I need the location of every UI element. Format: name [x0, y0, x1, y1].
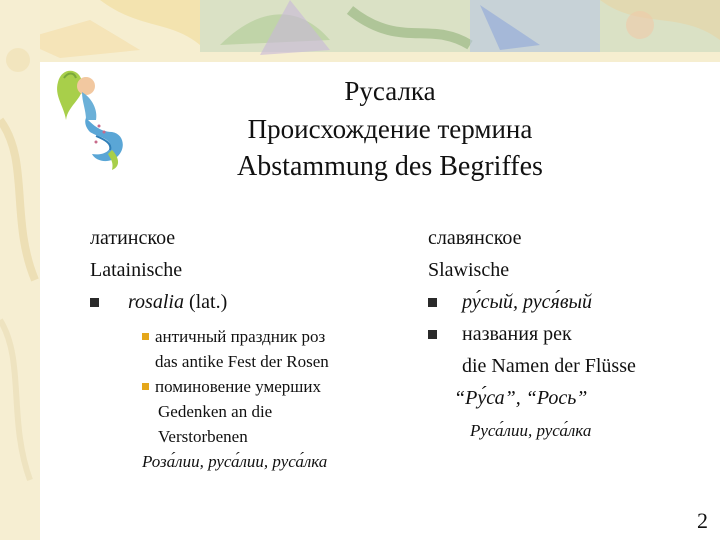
left-sub1-ru: античный праздник роз — [155, 327, 326, 346]
left-heading-de: Latainische — [90, 259, 183, 281]
slavic-origin-column — [428, 222, 718, 443]
title-line-2: Происхождение термина — [247, 114, 533, 144]
right-item1-text: ру́сый, руся́вый — [462, 291, 593, 313]
left-sub-item-1 — [90, 324, 390, 349]
title-line-3: Abstammung des Begriffes — [237, 151, 543, 182]
sub-bullet-icon — [142, 333, 149, 340]
right-item2-de: die Namen der Flüsse — [462, 355, 636, 377]
page-number: 2 — [697, 508, 708, 533]
left-heading-ru: латинское — [90, 227, 176, 249]
left-sub2-ru: поминовение умерших — [155, 377, 321, 396]
right-item-2 — [428, 318, 718, 350]
latin-origin-column — [90, 222, 390, 474]
right-item2-text: названия рек — [462, 323, 572, 345]
floral-border-left — [0, 0, 40, 540]
right-item-1 — [428, 286, 718, 318]
left-main-item — [90, 286, 390, 318]
main-bullet-icon — [428, 330, 437, 339]
sub-bullet-icon — [142, 383, 149, 390]
right-derivatives: Руса́лии, руса́лка — [470, 421, 592, 440]
left-term-note: (lat.) — [183, 291, 228, 313]
main-bullet-icon — [90, 298, 99, 307]
left-sub1-de: das antike Fest der Rosen — [155, 352, 329, 371]
right-heading-de: Slawische — [428, 259, 510, 281]
left-derivatives: Роза́лии, руса́лии, руса́лка — [142, 452, 328, 471]
main-bullet-icon — [428, 298, 437, 307]
mermaid-illustration — [52, 62, 132, 172]
right-rivers: “Ру́са”, “Рось” — [454, 387, 588, 409]
title-line-1: Русалка — [344, 76, 436, 106]
right-heading-ru: славянское — [428, 227, 522, 249]
floral-border-top — [0, 0, 720, 62]
left-term: rosalia — [128, 291, 184, 313]
left-sub2-de-2: Verstorbenen — [158, 427, 248, 446]
left-sub-item-2 — [90, 374, 390, 399]
slide-title — [150, 72, 630, 186]
left-sub2-de-1: Gedenken an die — [158, 402, 273, 421]
